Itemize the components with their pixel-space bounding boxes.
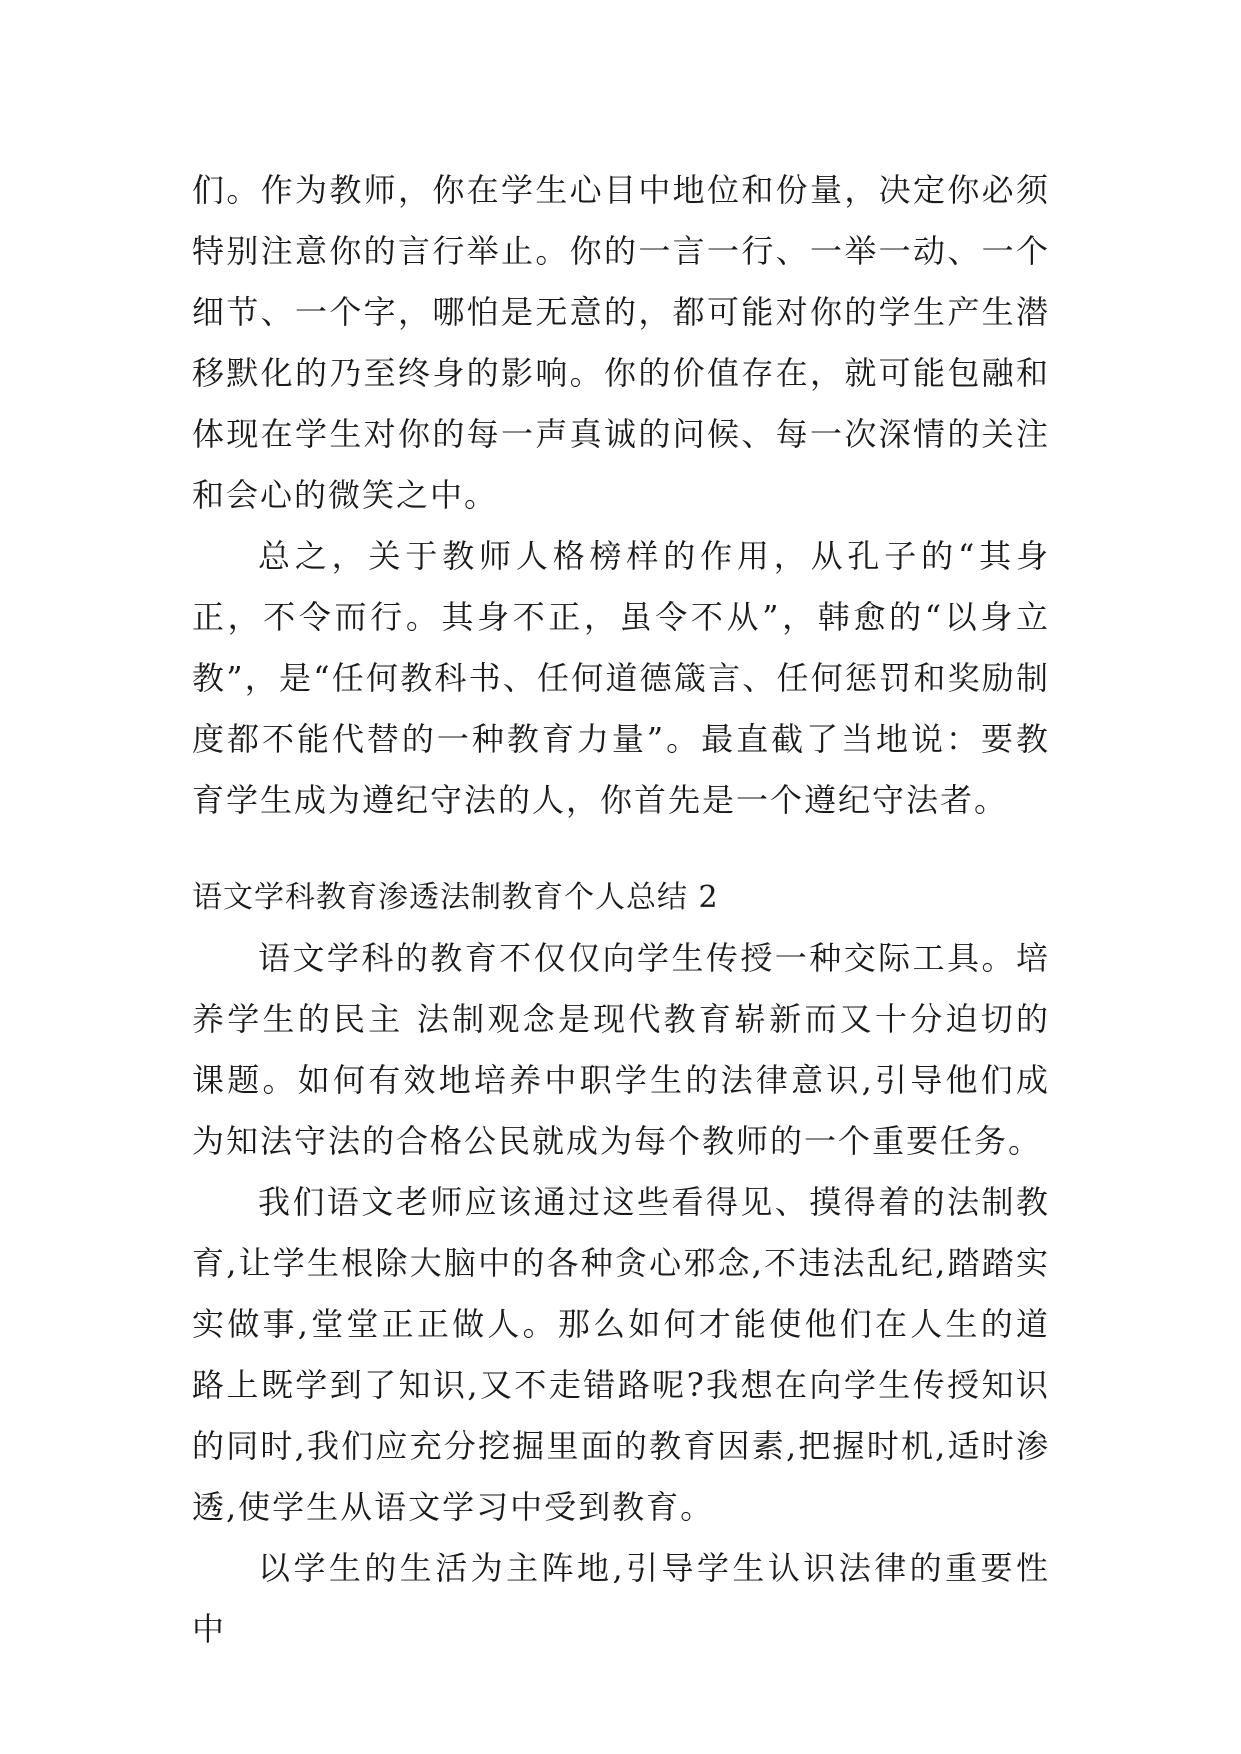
document-body: [192, 160, 1050, 1660]
paragraph-summary: 总之，关于教师人格榜样的作用，从孔子的“其身正，不令而行。其身不正，虽令不从”，韩愈的“以身立教”，是“任何教科书、任何道德箴言、任何惩罚和奖励制度都不能代替的一种教育力量”。最直截了当地说：要教育学生成为遵纪守法的人，你首先是一个遵纪守法者。: [192, 537, 1050, 819]
paragraph-teachers: 我们语文老师应该通过这些看得见、摸得着的法制教育,让学生根除大脑中的各种贪心邪念,不违法乱纪,踏踏实实做事,堂堂正正做人。那么如何才能使他们在人生的道路上既学到了知识,又不走错路呢?我想在向学生传授知识的同时,我们应充分挖掘里面的教育因素,把握时机,适时渗透,使学生从语文学习中受到教育。: [192, 1183, 1050, 1526]
paragraph-continued: 们。作为教师，你在学生心目中地位和份量，决定你必须特别注意你的言行举止。你的一言一行、一举一动、一个细节、一个字，哪怕是无意的，都可能对你的学生产生潜移默化的乃至终身的影响。你的价值存在，就可能包融和体现在学生对你的每一声真诚的问候、每一次深情的关注和会心的微笑之中。: [192, 171, 1050, 514]
paragraph-intro: 语文学科的教育不仅仅向学生传授一种交际工具。培养学生的民主 法制观念是现代教育崭新而又十分迫切的课题。如何有效地培养中职学生的法律意识,引导他们成为知法守法的合格公民就成为每个教师的一个重要任务。: [192, 939, 1050, 1160]
section-title: 语文学科教育渗透法制教育个人总结 2: [192, 880, 719, 915]
paragraph-life: 以学生的生活为主阵地,引导学生认识法律的重要性中: [192, 1549, 1050, 1648]
section-spacer: [192, 831, 1050, 867]
